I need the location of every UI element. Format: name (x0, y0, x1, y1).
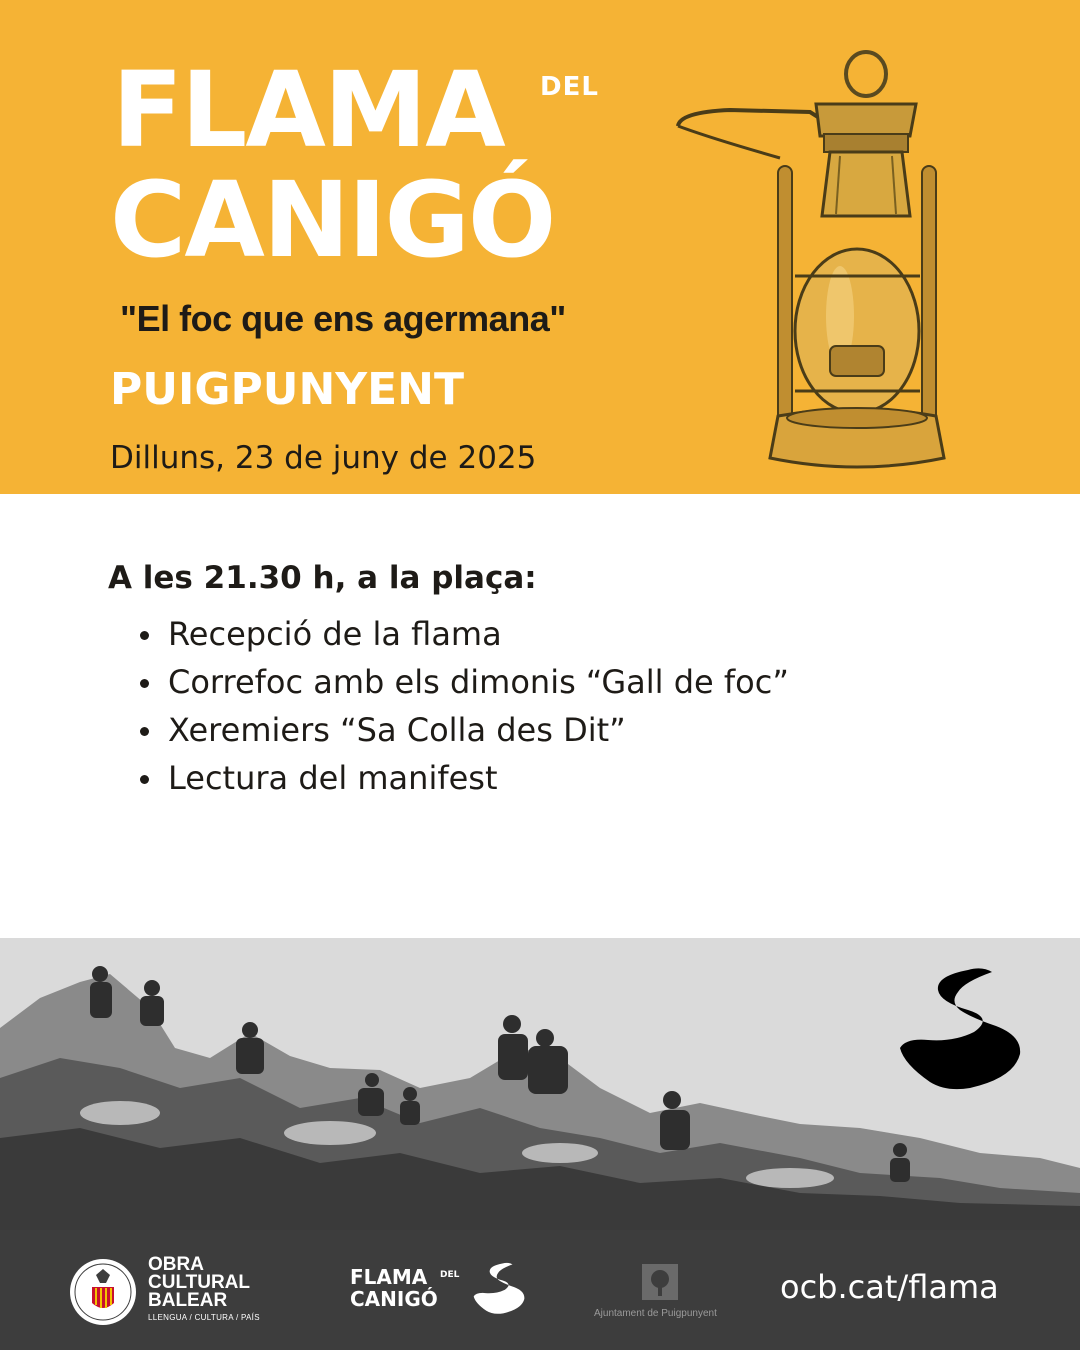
ocb-logo-text (148, 1256, 260, 1322)
list-item-label: Lectura del manifest (168, 759, 498, 797)
list-item (136, 706, 789, 754)
program-section (108, 560, 789, 802)
list-item (136, 658, 789, 706)
fc-flama: FLAMA (350, 1265, 428, 1289)
flama-s-small-icon (472, 1260, 526, 1316)
footer (0, 1230, 1080, 1350)
list-item-label: Correfoc amb els dimonis “Gall de foc” (168, 663, 789, 701)
list-item-label: Recepció de la flama (168, 615, 502, 653)
website-link[interactable]: ocb.cat/flama (780, 1268, 999, 1306)
ocb-line-1: OBRA (148, 1254, 204, 1275)
ajuntament-crest-icon (640, 1262, 680, 1302)
ocb-tagline: LLENGUA / CULTURA / PAÍS (148, 1313, 260, 1322)
program-list (136, 610, 789, 802)
list-item (136, 610, 789, 658)
header-banner (0, 0, 1080, 494)
bullet-icon (140, 775, 149, 784)
fc-canigo: CANIGÓ (350, 1287, 438, 1311)
bullet-icon (140, 727, 149, 736)
program-heading: A les 21.30 h, a la plaça: (108, 560, 537, 596)
title-del: DEL (540, 72, 599, 102)
list-item (136, 754, 789, 802)
title-flama: FLAMA (112, 49, 504, 171)
town-name: PUIGPUNYENT (110, 364, 465, 415)
bullet-icon (140, 631, 149, 640)
ocb-line-3: BALEAR (148, 1290, 228, 1311)
flama-canigo-logo (350, 1265, 460, 1311)
bullet-icon (140, 679, 149, 688)
ajuntament-label: Ajuntament de Puigpunyent (594, 1308, 717, 1319)
event-date: Dilluns, 23 de juny de 2025 (110, 440, 537, 476)
title-canigo: CANIGÓ (110, 159, 555, 281)
flama-s-icon (896, 962, 1024, 1094)
list-item-label: Xeremiers “Sa Colla des Dit” (168, 711, 626, 749)
lantern-icon (670, 46, 960, 476)
ocb-seal-icon (68, 1257, 138, 1327)
ocb-line-2: CULTURAL (148, 1272, 251, 1293)
fc-del: DEL (440, 1270, 460, 1280)
slogan: "El foc que ens agermana" (120, 298, 566, 339)
